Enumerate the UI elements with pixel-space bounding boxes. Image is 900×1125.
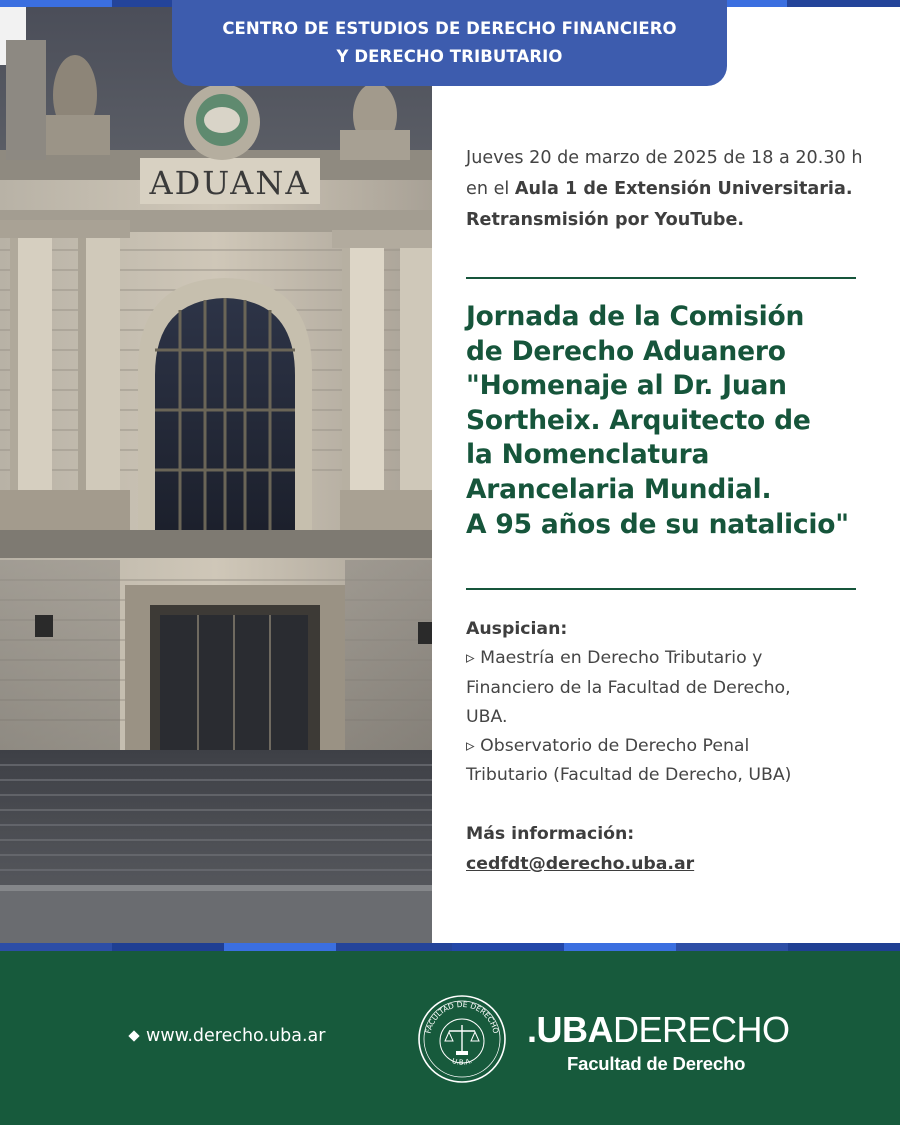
diamond-bullet-icon [128, 1030, 139, 1041]
event-title-line: la Nomenclatura [466, 439, 710, 471]
faculty-seal-icon [416, 993, 508, 1085]
header-banner [172, 0, 727, 86]
website-link[interactable] [130, 1026, 325, 1046]
event-title-line: Sortheix. Arquitecto de [466, 404, 811, 436]
uba-derecho-logo [527, 1009, 790, 1075]
event-date-venue [466, 143, 866, 236]
sponsor-line: UBA. [466, 706, 508, 727]
svg-text:U.B.A. [451, 1057, 473, 1067]
header-title-line2: Y DERECHO TRIBUTARIO [336, 47, 563, 66]
contact-email-link[interactable]: cedfdt@derecho.uba.ar [466, 853, 695, 874]
event-title-line: de Derecho Aduanero [466, 335, 786, 367]
event-title-line: "Homenaje al Dr. Juan [466, 370, 787, 402]
brand-subtitle: Facultad de Derecho [567, 1053, 746, 1074]
sponsor-line: ▹ Observatorio de Derecho Penal [466, 736, 750, 757]
website-url: www.derecho.uba.ar [146, 1026, 326, 1046]
divider-bottom [466, 588, 856, 590]
sponsor-line: ▹ Maestría en Derecho Tributario y [466, 648, 763, 669]
sponsors-section [466, 615, 886, 791]
event-title-line: Jornada de la Comisión [466, 301, 805, 332]
event-title [466, 300, 886, 542]
sponsor-line: Financiero de la Facultad de Derecho, [466, 677, 791, 698]
event-title-line: A 95 años de su natalicio" [466, 508, 849, 540]
seal-text-top: FACULTAD DE DERECHO [423, 999, 501, 1035]
bottom-stripe [0, 943, 900, 951]
event-date: Jueves 20 de marzo de 2025 de 18 a 20.30 h en el [466, 148, 863, 199]
contact-section [466, 820, 886, 879]
contact-label: Más información: [466, 824, 635, 844]
aduana-sign-text: ADUANA [149, 164, 311, 202]
header-title-line1: CENTRO DE ESTUDIOS DE DERECHO FINANCIERO [222, 19, 677, 38]
seal-text-bottom: U.B.A. [450, 1056, 474, 1067]
footer [0, 951, 900, 1125]
event-venue: Aula 1 de Extensión Universitaria. Retransmisión por YouTube. [466, 179, 853, 230]
sponsors-label: Auspician: [466, 619, 568, 639]
brand-uba: .UBA [527, 1009, 613, 1050]
event-title-line: Arancelaria Mundial. [466, 473, 772, 505]
building-photo [0, 0, 432, 943]
sponsor-line: Tributario (Facultad de Derecho, UBA) [466, 765, 792, 786]
divider-top [466, 277, 856, 279]
brand-derecho: DERECHO [613, 1009, 790, 1050]
